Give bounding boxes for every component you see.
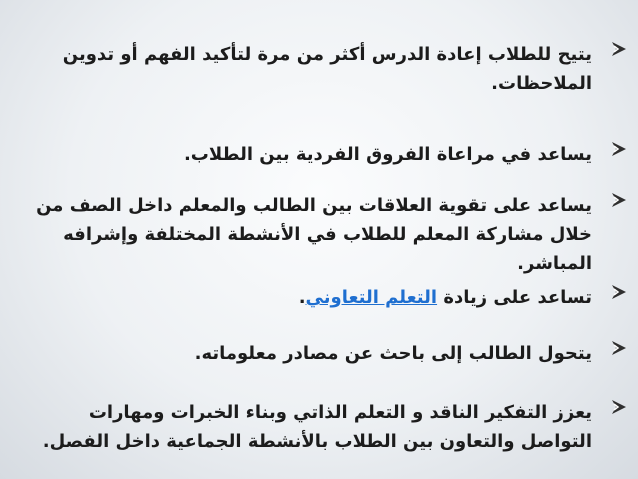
bullet-item-5 [0,339,638,399]
bullet-text-1: يتيح للطلاب إعادة الدرس أكثر من مرة لتأكيد الفهم أو تدوين الملاحظات. [62,44,592,94]
highlight-cooperative-learning: التعلم التعاوني [305,287,438,308]
bullet-item-6 [0,398,638,458]
bullet-text-6: يعزز التفكير الناقد و التعلم الذاتي وبناء الخبرات ومهارات التواصل والتعاون بين الطلاب بالأنشطة الجماعية داخل الفصل. [42,402,592,452]
arrow-checkmark-bullet-icon [610,140,628,158]
bullet-text-3: يساعد على تقوية العلاقات بين الطالب والمعلم داخل الصف من خلال مشاركة المعلم للطلاب في الأنشطة المختلفة وإشرافه المباشر. [36,195,592,274]
bullet-text-5: يتحول الطالب إلى باحث عن مصادر معلوماته. [194,343,592,364]
bullet-text-4 [26,283,592,312]
arrow-checkmark-bullet-icon [610,191,628,209]
arrow-checkmark-bullet-icon [610,339,628,357]
bullet-item-3 [0,191,638,274]
arrow-checkmark-bullet-icon [610,283,628,301]
bullet-item-4 [0,283,638,343]
bullet-text-4-before: تساعد على زيادة [437,287,592,308]
arrow-checkmark-bullet-icon [610,398,628,416]
arrow-checkmark-bullet-icon [610,40,628,58]
bullet-text-2: يساعد في مراعاة الفروق الفردية بين الطلاب. [183,144,592,165]
bullet-item-1 [0,40,638,100]
bullet-text-4-after: . [298,287,306,308]
